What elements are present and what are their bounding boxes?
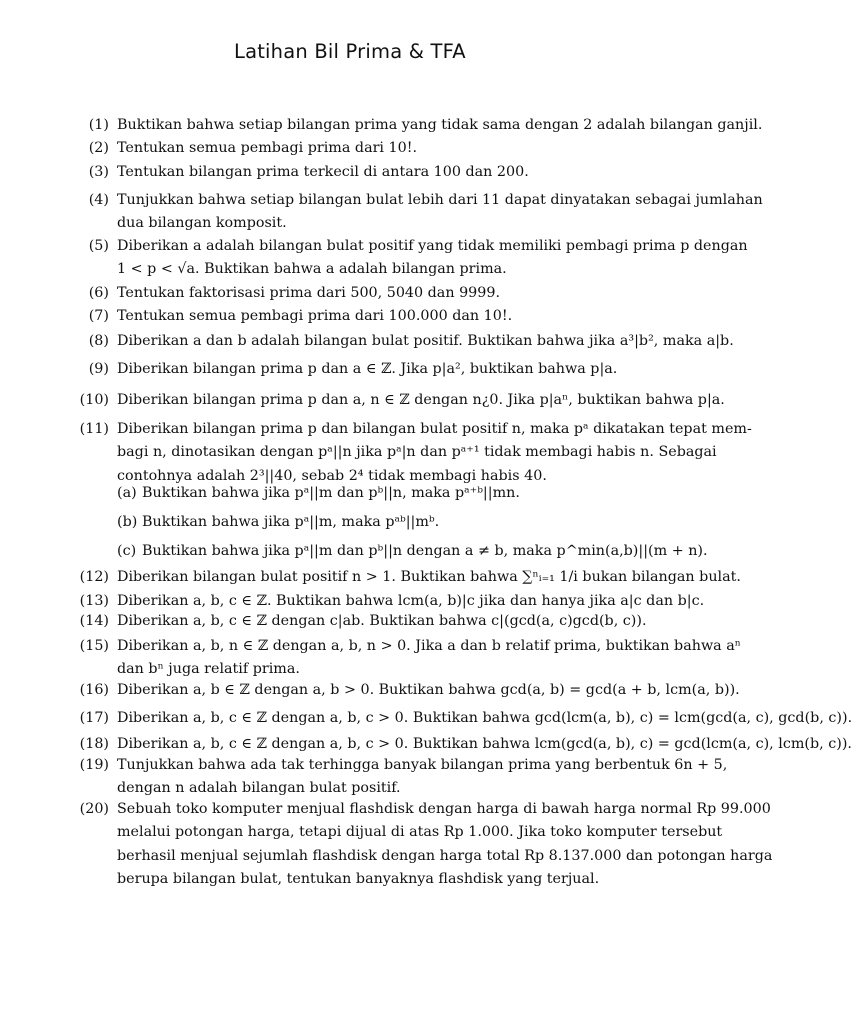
- problem-number: (11): [79, 421, 109, 437]
- problem-number: (12): [79, 569, 109, 585]
- problem-number: (1): [88, 117, 109, 133]
- subproblem-text: Buktikan bahwa jika pᵃ||m, maka pᵃᵇ||mᵇ.: [142, 514, 440, 530]
- problem-text: Diberikan a, b ∈ ℤ dengan a, b > 0. Buktikan bahwa gcd(a, b) = gcd(a + b, lcm(a, b)).: [117, 682, 740, 698]
- problem-number: (20): [79, 801, 109, 817]
- problem-number: (15): [79, 638, 109, 654]
- problem-number: (18): [79, 736, 109, 752]
- problem-text: Diberikan bilangan prima p dan bilangan bulat positif n, maka pᵃ dikatakan tepat mem-: [117, 421, 752, 437]
- problem-text: Diberikan a, b, c ∈ ℤ dengan a, b, c > 0. Buktikan bahwa gcd(lcm(a, b), c) = lcm(gcd(a, c), gcd(b, c)).: [117, 710, 852, 726]
- problem-text: berhasil menjual sejumlah flashdisk dengan harga total Rp 8.137.000 dan potongan harga: [117, 847, 773, 864]
- subproblem-text: Buktikan bahwa jika pᵃ||m dan pᵇ||n, maka pᵃ⁺ᵇ||mn.: [142, 485, 520, 501]
- problem-text: bagi n, dinotasikan dengan pᵃ||n jika pᵃ|n dan pᵃ⁺¹ tidak membagi habis n. Sebagai: [117, 444, 717, 461]
- problem-text: Tentukan semua pembagi prima dari 10!.: [117, 140, 418, 156]
- problem-text: dengan n adalah bilangan bulat positif.: [117, 780, 401, 797]
- problem-text: Diberikan bilangan bulat positif n > 1. Buktikan bahwa ∑ⁿᵢ₌₁ 1/i bukan bilangan bulat.: [117, 569, 741, 585]
- problem-text: Diberikan a, b, c ∈ ℤ dengan a, b, c > 0. Buktikan bahwa lcm(gcd(a, b), c) = gcd(lcm(a, c), lcm(b, c)).: [117, 736, 852, 752]
- problem-number: (10): [79, 392, 109, 408]
- problem-number: (3): [88, 164, 109, 180]
- subproblem-label: (a): [117, 485, 137, 501]
- subproblem-text: Buktikan bahwa jika pᵃ||m dan pᵇ||n dengan a ≠ b, maka p^min(a,b)||(m + n).: [142, 543, 708, 559]
- problem-text: melalui potongan harga, tetapi dijual di atas Rp 1.000. Jika toko komputer tersebut: [117, 824, 723, 841]
- problem-number: (9): [88, 361, 109, 377]
- problem-text: Diberikan a, b, c ∈ ℤ dengan c|ab. Buktikan bahwa c|(gcd(a, c)gcd(b, c)).: [117, 613, 647, 629]
- problem-text: Diberikan a dan b adalah bilangan bulat positif. Buktikan bahwa jika a³|b², maka a|b.: [117, 333, 734, 349]
- problem-number: (2): [88, 140, 109, 156]
- problem-number: (16): [79, 682, 109, 698]
- problem-text: Tentukan bilangan prima terkecil di antara 100 dan 200.: [117, 164, 529, 180]
- problem-text: berupa bilangan bulat, tentukan banyaknya flashdisk yang terjual.: [117, 870, 600, 887]
- problem-text: Diberikan a, b, n ∈ ℤ dengan a, b, n > 0. Jika a dan b relatif prima, buktikan bahwa aⁿ: [117, 638, 741, 654]
- problem-text: Tentukan semua pembagi prima dari 100.000 dan 10!.: [117, 308, 513, 324]
- problem-number: (7): [88, 308, 109, 324]
- problem-text: Tunjukkan bahwa setiap bilangan bulat lebih dari 11 dapat dinyatakan sebagai jumlahan: [117, 192, 763, 208]
- problem-number: (14): [79, 613, 109, 629]
- problem-text: 1 < p < √a. Buktikan bahwa a adalah bilangan prima.: [117, 261, 507, 278]
- problem-text: dan bⁿ juga relatif prima.: [117, 661, 300, 678]
- problem-text: Sebuah toko komputer menjual flashdisk dengan harga di bawah harga normal Rp 99.000: [117, 801, 771, 817]
- problem-text: Diberikan a, b, c ∈ ℤ. Buktikan bahwa lcm(a, b)|c jika dan hanya jika a|c dan b|c.: [117, 593, 705, 609]
- problem-number: (5): [88, 238, 109, 254]
- problem-text: Diberikan a adalah bilangan bulat positif yang tidak memiliki pembagi prima p dengan: [117, 238, 748, 254]
- subproblem-label: (b): [117, 514, 138, 530]
- problem-text: Diberikan bilangan prima p dan a ∈ ℤ. Jika p|a², buktikan bahwa p|a.: [117, 361, 618, 377]
- problem-number: (13): [79, 593, 109, 609]
- problem-text: contohnya adalah 2³||40, sebab 2⁴ tidak membagi habis 40.: [117, 467, 547, 484]
- problem-text: Tunjukkan bahwa ada tak terhingga banyak bilangan prima yang berbentuk 6n + 5,: [117, 757, 728, 773]
- problem-number: (19): [79, 757, 109, 773]
- problem-text: dua bilangan komposit.: [117, 215, 287, 232]
- page-title: Latihan Bil Prima & TFA: [234, 40, 466, 63]
- problem-number: (6): [88, 285, 109, 301]
- problem-text: Buktikan bahwa setiap bilangan prima yang tidak sama dengan 2 adalah bilangan ganjil.: [117, 117, 763, 133]
- problem-text: Diberikan bilangan prima p dan a, n ∈ ℤ dengan n¿0. Jika p|aⁿ, buktikan bahwa p|a.: [117, 392, 725, 408]
- subproblem-label: (c): [117, 543, 137, 559]
- problem-number: (17): [79, 710, 109, 726]
- problem-number: (4): [88, 192, 109, 208]
- problem-text: Tentukan faktorisasi prima dari 500, 5040 dan 9999.: [117, 285, 501, 301]
- problem-number: (8): [88, 333, 109, 349]
